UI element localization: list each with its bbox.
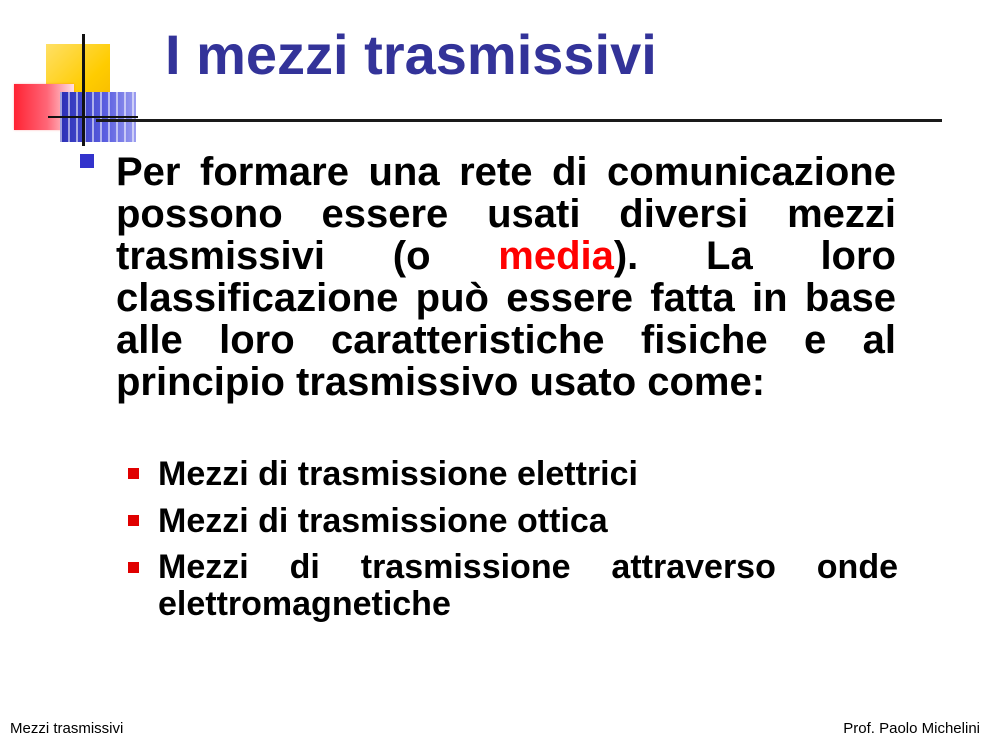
sub-bullet-item — [128, 549, 898, 623]
sub-bullet-item — [128, 502, 898, 541]
logo-horizontal-line — [48, 116, 138, 118]
main-paragraph — [116, 151, 896, 403]
main-text-after: ). La loro classificazione può essere fatta in base alle loro caratteristiche fisiche e al principio trasmissivo usato come: — [116, 234, 896, 404]
logo-vertical-line — [82, 34, 85, 146]
sub-bullet-text: Mezzi di trasmissione ottica — [158, 502, 608, 540]
main-text-before: Per formare una rete di comunicazione possono essere usati diversi mezzi trasmissivi (o — [116, 150, 896, 278]
sub-bullet-icon — [128, 468, 139, 479]
footer-right-text: Prof. Paolo Michelini — [843, 720, 980, 737]
sub-bullet-icon — [128, 515, 139, 526]
sub-bullet-list — [128, 455, 898, 631]
sub-bullet-text: Mezzi di trasmissione attraverso onde elettromagnetiche — [158, 548, 898, 623]
sub-bullet-icon — [128, 562, 139, 573]
main-bullet-icon — [80, 154, 94, 168]
slide-title: I mezzi trasmissivi — [165, 23, 657, 86]
sub-bullet-text: Mezzi di trasmissione elettrici — [158, 455, 638, 493]
sub-bullet-item — [128, 455, 898, 494]
footer-left-text: Mezzi trasmissivi — [10, 720, 124, 737]
slide-logo — [0, 0, 160, 160]
main-text-highlight: media — [498, 234, 614, 278]
title-divider — [96, 119, 942, 122]
